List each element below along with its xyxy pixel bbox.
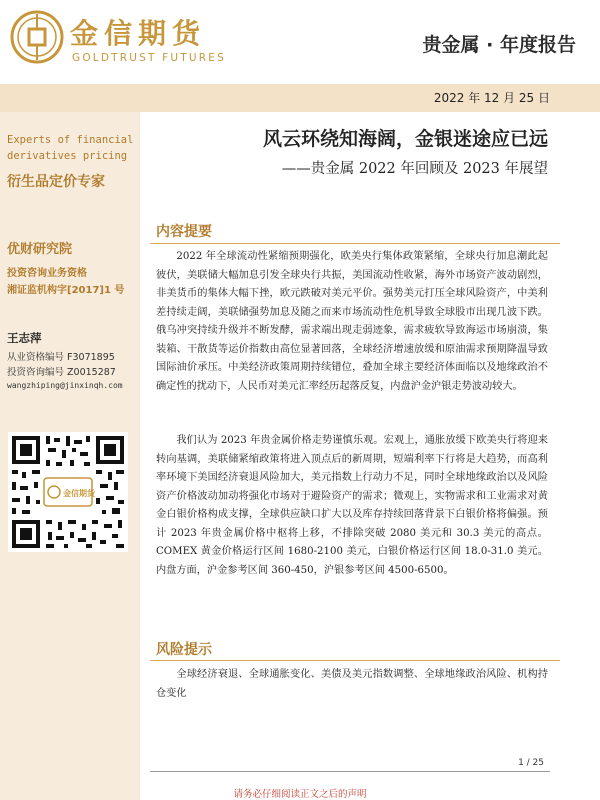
summary-paragraph-2: 我们认为 2023 年贵金属价格走势谨慎乐观。宏观上，通胀放缓下欧美央行将迎来转向基调，美联储紧缩政策将进入顶点后的新周期，短端利率下行将是大趋势，而高利率环境下美国经济衰退风险加大，美元指数上行动力不足，同时全球地缘政治以及风险资产价格波动加动将强化市场对于避险资产的需求；微观上，实物需求和工业需求对黄金白银价格构成支撑，全球供应缺口扩大以及库存持续回落背景下白银价格将偏强。预计 2023 年贵金属价格中枢将上移，不排除突破 2080 美元和 30.3 美元的高点。COMEX 黄金价格运行区间 1680-2100 美元，白银价格运行区间 18.0-31.0 美元。内盘方面，沪金参考区间 360-450，沪银参考区间 4500-6500。 [156, 435, 548, 576]
qr-logo-text: 金信期货 [63, 489, 95, 498]
report-title: 风云环绕知海阔，金银迷途应已远 [262, 128, 548, 150]
brand-name-english: GOLDTRUST FUTURES [72, 52, 226, 64]
risk-divider [150, 660, 560, 661]
analyst-email: wangzhiping@jinxinqh.com [7, 381, 123, 390]
institute-name: 优财研究院 [7, 242, 73, 257]
qualification-line: 投资咨询业务资格 [7, 268, 87, 279]
analyst-name: 王志萍 [7, 331, 42, 345]
page-number: 1 / 25 [518, 758, 544, 768]
analyst-license-number: 从业资格编号 F3071895 [7, 352, 115, 363]
risk-text: 全球经济衰退、全球通胀变化、美债及美元指数调整、全球地缘政治风险、机构持仓变化 [156, 669, 548, 699]
qr-code-icon [8, 432, 128, 552]
report-date: 2022 年 12 月 25 日 [433, 91, 550, 105]
coin-logo-icon [10, 10, 64, 64]
summary-paragraph-1: 2022 年全球流动性紧缩预期强化，欧美央行集体政策紧缩，全球央行加息潮此起彼伏，美联储大幅加息引发全球央行共振，美国流动性收紧，海外市场资产波动剧烈，非美货币的集体大幅下挫，欧元跌破对美元平价。强势美元打压全球风险资产，中美利差持续走阔，美联储强势加息及随之而来市场流动性危机导致全球股市出现几波下跌。俄乌冲突持续升级并不断发酵，需求端出现走弱迹象，需求疲软导致海运市场崩溃，集装箱、干散货等运价指数由高位显著回落，全球经济增速放缓和原油需求预期降温导致国际油价承压。中美经济政策周期持续错位，叠加全球主要经济体面临以及地缘政治不确定性的扰动下，人民币对美元汇率经历起落反复，内盘沪金沪银走势波动较大。 [156, 251, 548, 392]
summary-heading: 内容提要 [156, 224, 212, 240]
risk-heading: 风险提示 [156, 642, 212, 658]
footer-divider [150, 771, 550, 772]
disclaimer-notice: 请务必仔细阅读正文之后的声明 [233, 789, 367, 800]
report-header [0, 0, 600, 84]
analyst-advisory-number: 投资咨询编号 Z0015287 [7, 367, 116, 378]
tagline-chinese: 衍生品定价专家 [7, 174, 105, 190]
qualification-license: 湘证监机构字[2017]1 号 [7, 285, 125, 296]
tagline-english: Experts of financial derivatives pricing [7, 134, 134, 162]
report-type: 贵金属 · 年度报告 [422, 34, 576, 56]
report-subtitle: ——贵金属 2022 年回顾及 2023 年展望 [281, 161, 548, 177]
summary-divider [150, 243, 560, 244]
brand-name: 金信期货 [70, 17, 207, 50]
